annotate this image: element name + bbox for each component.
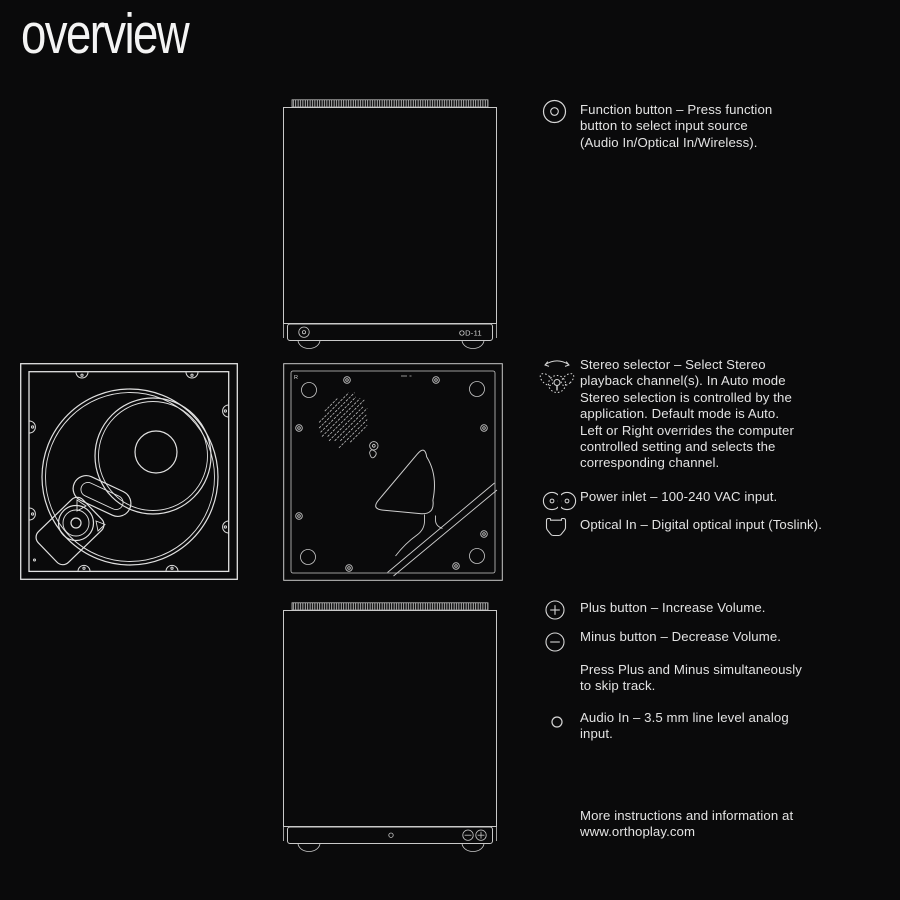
- heatsink-ribs: [292, 603, 488, 610]
- bottom-plate-outer: [284, 364, 503, 581]
- page-title: overview: [21, 2, 189, 66]
- corner-mark: R: [294, 375, 298, 381]
- speaker-rear-view-drawing: [283, 602, 497, 852]
- stereo-selector-icon: [537, 357, 577, 397]
- audio-in-icon: [551, 716, 563, 728]
- footer-note: More instructions and information at www.orthoplay.com: [580, 808, 900, 841]
- tweeter-drawing: [33, 471, 135, 568]
- foot-left: [298, 340, 320, 349]
- skip-track-note: Press Plus and Minus simultaneously to skip track.: [580, 662, 802, 694]
- speaker-bottom-view-drawing: [283, 363, 503, 581]
- plus-button-note: Plus button – Increase Volume.: [580, 600, 766, 615]
- foot-right: [462, 843, 484, 852]
- minus-button-drawing: [463, 830, 473, 840]
- heatsink-ribs: [292, 100, 488, 107]
- mounting-tabs: [29, 372, 228, 571]
- power-inlet-note: Power inlet – 100-240 VAC input.: [580, 489, 778, 504]
- plus-button-icon: [545, 600, 565, 620]
- minus-button-note: Minus button – Decrease Volume.: [580, 629, 782, 644]
- corner-feet: [301, 382, 485, 565]
- cabinet-outline: [284, 108, 497, 324]
- front-frame-inner: [29, 372, 229, 572]
- speaker-front-view-drawing: [283, 99, 497, 349]
- function-button-icon: [541, 98, 568, 125]
- minus-button-icon: [545, 632, 565, 652]
- power-inlet-icon: [540, 489, 580, 514]
- front-base-strip: [284, 324, 497, 341]
- model-label: OD-11: [458, 328, 482, 338]
- rear-base-strip: [284, 827, 497, 844]
- speaker-driver-view-drawing: [20, 363, 238, 580]
- cabinet-outline: [284, 611, 497, 827]
- bottom-plate-inner: [291, 371, 495, 573]
- optical-in-icon: [545, 517, 567, 538]
- function-button-note: Function button – Press function button to select input source (Audio In/Optical In/Wireless).: [580, 102, 773, 150]
- website-link[interactable]: www.orthoplay.com: [580, 824, 696, 840]
- bass-port-cutout: [376, 450, 443, 556]
- regulatory-label-text: [311, 386, 379, 454]
- screws: [296, 377, 488, 572]
- cable-channel: [388, 483, 498, 576]
- stereo-selector-note: Stereo selector – Select Stereo playback channel(s). In Auto mode Stereo selection is controlled by the application. Default mode is Auto. Left or Right overrides the computer controlled setting and selects the corresponding channel.: [580, 357, 794, 471]
- brand-mark: [364, 440, 383, 459]
- foot-left: [298, 843, 320, 852]
- foot-right: [462, 340, 484, 349]
- plus-button-drawing: [476, 830, 486, 840]
- audio-in-note: Audio In – 3.5 mm line level analog input.: [580, 710, 789, 742]
- optical-in-note: Optical In – Digital optical input (Toslink).: [580, 517, 822, 532]
- audio-in-jack-drawing: [389, 833, 393, 837]
- function-button-drawing: [299, 327, 309, 337]
